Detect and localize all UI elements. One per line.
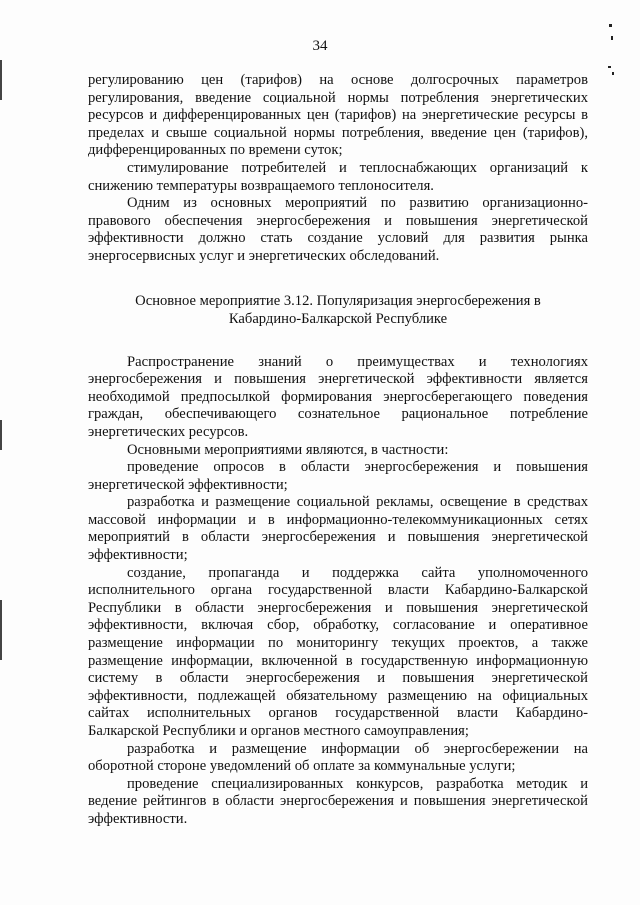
scan-edge-mark: [0, 420, 2, 450]
paragraph: регулированию цен (тарифов) на основе долгосрочных параметров регулирования, введение социальной нормы потребления энергетических ресурсов и дифференцированных цен (тарифов) на энергетические ресурсы в пределах и свыше социальной нормы потребления, введение цен (тарифов), дифференцированных по времени суток;: [88, 72, 588, 159]
paragraph: Одним из основных мероприятий по развитию организационно-правового обеспечения энергосбережения и повышения энергетической эффективности должно стать создание условий для развития рынка энергосервисных услуг и энергетических обследований.: [88, 195, 588, 264]
scan-edge-mark: [0, 60, 2, 100]
list-item: разработка и размещение информации об энергосбережении на оборотной стороне уведомлений об оплате за коммунальные услуги;: [88, 740, 588, 775]
section-heading: [88, 292, 588, 328]
scan-edge-mark: [0, 600, 2, 660]
paragraph: Основными мероприятиями являются, в частности:: [127, 441, 449, 458]
section-heading-line: Основное мероприятие 3.12. Популяризация энергосбережения в: [135, 292, 541, 309]
paragraph: Распространение знаний о преимуществах и технологиях энергосбережения и повышения энергетической эффективности является необходимой предпосылкой формирования энергосберегающего поведения граждан, обеспечивающего сознательное рациональное потребление энергетических ресурсов.: [88, 353, 588, 440]
list-item: разработка и размещение социальной рекламы, освещение в средствах массовой информации и в информационно-телекоммуникационных сетях мероприятий в области энергосбережения и повышения энергетической эффективности;: [88, 494, 588, 564]
section-heading-line: Кабардино-Балкарской Республике: [228, 310, 448, 327]
document-body: [88, 72, 588, 829]
paragraph: стимулирование потребителей и теплоснабжающих организаций к снижению температуры возвращаемого теплоносителя.: [88, 159, 588, 194]
scan-speck: [612, 72, 614, 75]
list-item: проведение опросов в области энергосбережения и повышения энергетической эффективности;: [88, 459, 588, 493]
list-item: проведение специализированных конкурсов, разработка методик и ведение рейтингов в области энергосбережения и повышения энергетической эффективности.: [88, 775, 588, 827]
list-item: создание, пропаганда и поддержка сайта уполномоченного исполнительного органа государственной власти Кабардино-Балкарской Республики в области энергосбережения и повышения энергетической эффективности, включая сбор, обработку, согласование и оперативное размещение информации по мониторингу текущих проектов, а также размещение информации, включенной в государственную информационную систему в области энергосбережения и повышения энергетической эффективности, подлежащей обязательному размещению на официальных сайтах исполнительных органов государственной власти Кабардино-Балкарской Республики и органов местного самоуправления;: [88, 564, 588, 739]
scan-speck: [609, 24, 612, 27]
scan-speck: [608, 66, 611, 68]
page-number: 34: [312, 38, 328, 54]
